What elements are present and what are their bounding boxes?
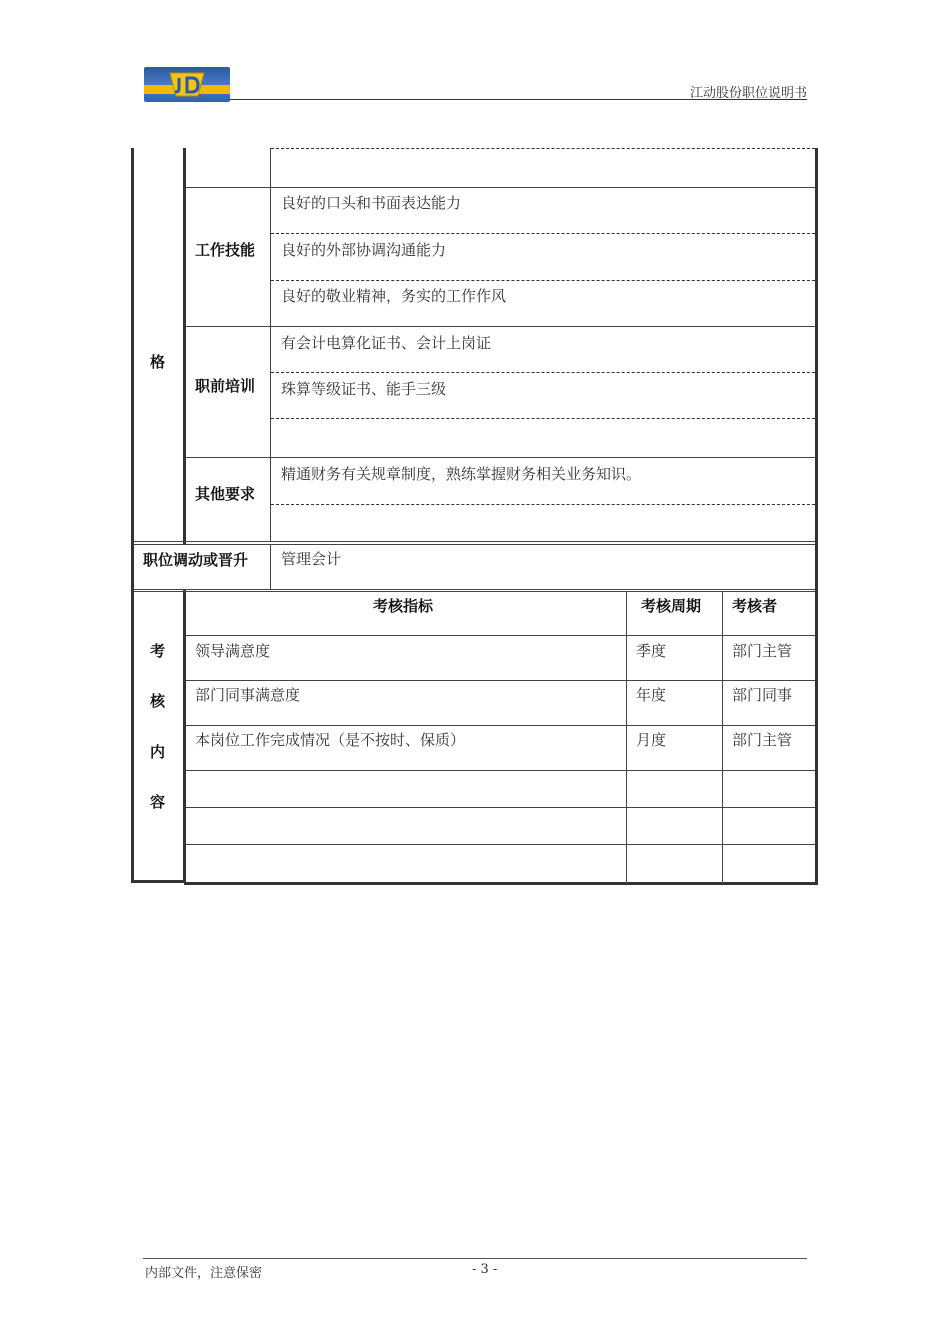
table-bottom-border-left	[131, 880, 186, 883]
table-cell: 年度	[636, 686, 667, 704]
work-skill-item: 良好的口头和书面表达能力	[281, 194, 462, 212]
section-divider-lower	[183, 590, 186, 883]
other-requirement-item: 精通财务有关规章制度，熟练掌握财务相关业务知识。	[281, 465, 642, 483]
assessment-label-char: 考	[150, 642, 166, 660]
assessment-label-char: 内	[150, 743, 166, 761]
header-indicator: 考核指标	[373, 597, 434, 615]
jd-logo-icon	[144, 67, 230, 102]
footer-rule	[143, 1258, 807, 1259]
page-number: - 3 -	[472, 1262, 498, 1277]
table-cell: 季度	[636, 642, 667, 660]
assessment-label-char: 核	[150, 692, 166, 710]
section-divider-upper	[183, 148, 186, 544]
header-title: 江动股份职位说明书	[689, 86, 807, 101]
table-cell: 部门主管	[732, 731, 793, 749]
table-cell: 部门主管	[732, 642, 793, 660]
table-cell: 部门同事满意度	[195, 686, 301, 704]
work-skills-label: 工作技能	[195, 241, 256, 259]
table-cell: 月度	[636, 731, 667, 749]
other-requirements-label: 其他要求	[195, 485, 256, 503]
pre-job-training-label: 职前培训	[195, 377, 256, 395]
training-item: 珠算等级证书、能手三级	[281, 380, 447, 398]
assessment-label-char: 容	[150, 793, 166, 811]
table-cell: 本岗位工作完成情况（是不按时、保质）	[195, 731, 466, 749]
work-skill-item: 良好的敬业精神，务实的工作作风	[281, 287, 507, 305]
footer-confidential: 内部文件，注意保密	[145, 1266, 263, 1281]
table-cell: 领导满意度	[195, 642, 271, 660]
work-skill-item: 良好的外部协调沟通能力	[281, 241, 447, 259]
table-cell: 部门同事	[732, 686, 793, 704]
transfer-value: 管理会计	[281, 550, 342, 568]
training-item: 有会计电算化证书、会计上岗证	[281, 334, 492, 352]
header-period: 考核周期	[641, 597, 702, 615]
qualification-section-label: 格	[150, 353, 166, 371]
table-right-border	[815, 148, 818, 885]
header-assessor: 考核者	[732, 597, 778, 615]
table-left-border	[131, 148, 134, 883]
transfer-label: 职位调动或晋升	[143, 551, 249, 569]
